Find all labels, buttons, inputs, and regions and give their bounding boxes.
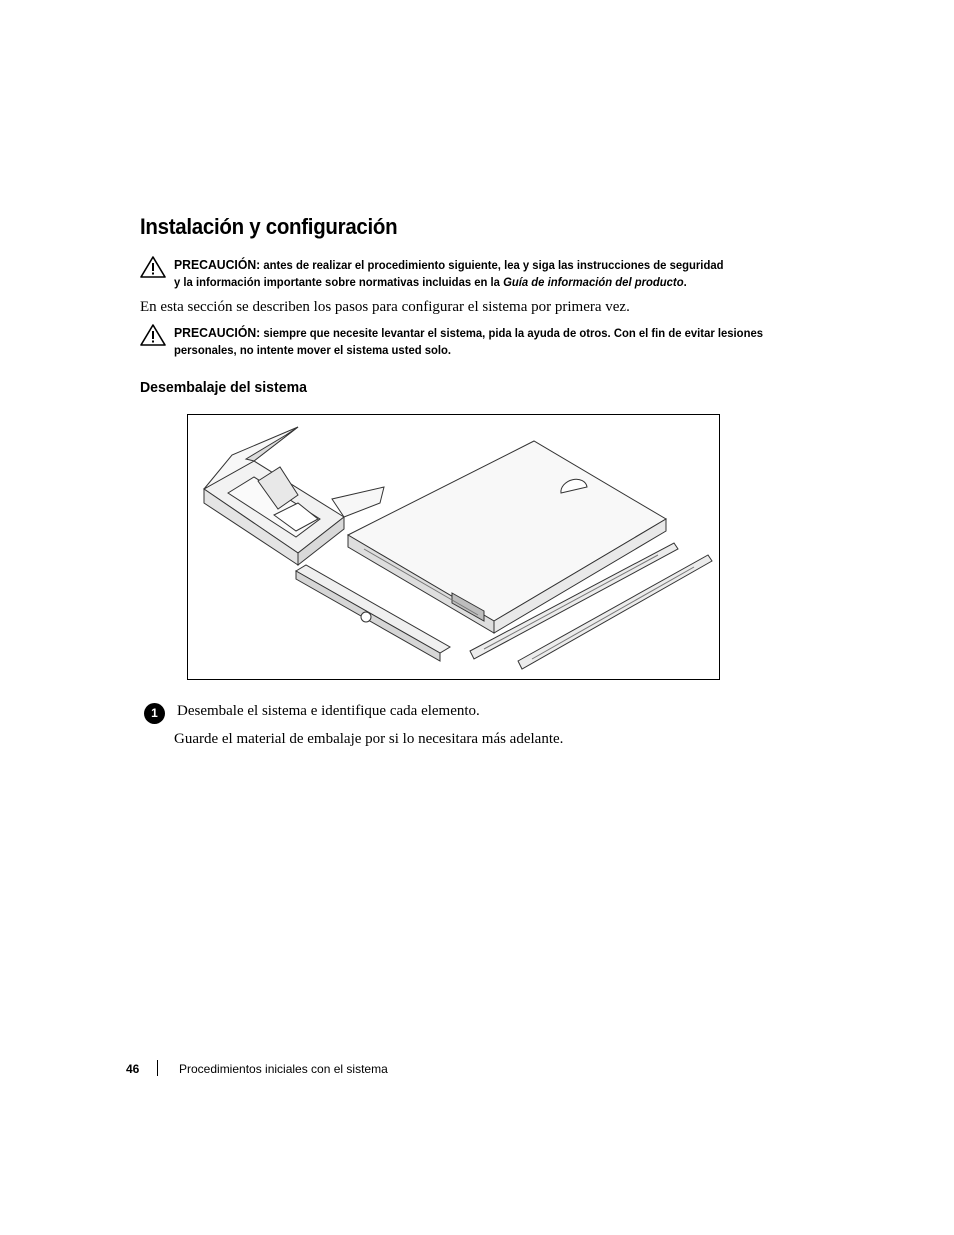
step-number-badge: 1 [144,703,165,724]
caution-label: PRECAUCIÓN: [174,325,261,340]
caution-line2: personales, no intente mover el sistema usted solo. [174,343,452,357]
page-title: Instalación y configuración [140,214,398,239]
step-text: Desembale el sistema e identifique cada elemento. [177,703,480,719]
step-followup-text: Guarde el material de embalaje por si lo necesitara más adelante. [174,731,564,747]
page-number: 46 [126,1062,140,1076]
unpacking-illustration [187,414,720,680]
caution-label: PRECAUCIÓN: [174,257,261,272]
caution-line1: antes de realizar el procedimiento siguiente, lea y siga las instrucciones de seguridad [260,258,724,272]
intro-paragraph: En esta sección se describen los pasos para configurar el sistema por primera vez. [140,299,630,315]
warning-triangle-icon [140,324,166,346]
caution-text [174,324,794,359]
caution-line1: siempre que necesite levantar el sistema, pida la ayuda de otros. Con el fin de evitar lesiones [260,326,764,340]
section-heading: Desembalaje del sistema [140,379,307,396]
footer-divider [157,1060,158,1076]
caution-text [174,256,794,291]
chapter-title: Procedimientos iniciales con el sistema [179,1062,388,1076]
caution-period: . [683,275,687,289]
caution-line2: y la información importante sobre normativas incluidas en la [174,275,504,289]
warning-triangle-icon [140,256,166,278]
product-guide-reference: Guía de información del producto [503,275,684,289]
server-chassis-icon [348,441,666,679]
